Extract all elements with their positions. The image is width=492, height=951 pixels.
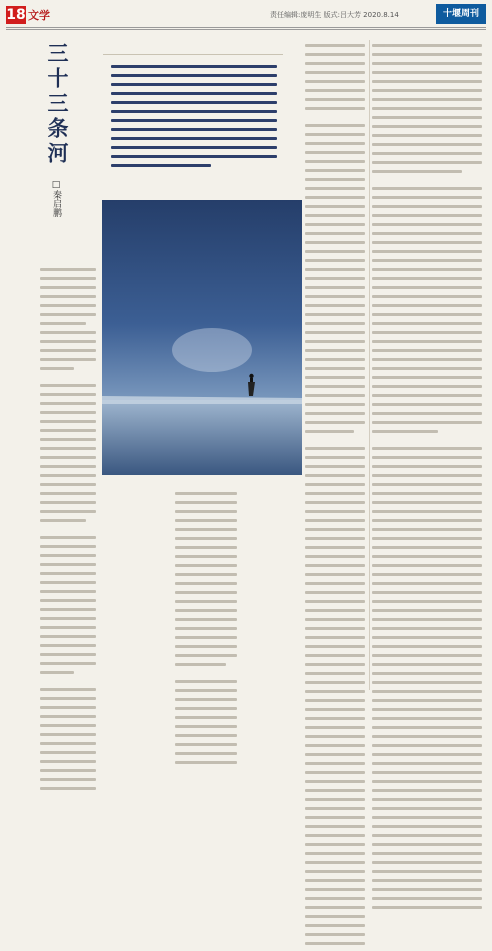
section-name: 文学 <box>28 9 50 22</box>
header-rule-2 <box>6 29 486 30</box>
landscape-illustration <box>102 200 302 475</box>
article-byline: □秦启鹏 <box>51 180 61 217</box>
text-column-1 <box>40 268 96 796</box>
text-column-3 <box>305 44 365 951</box>
editor-meta: 责任编辑:庞明生 版式:吕大芳 2020.8.14 <box>270 11 399 19</box>
text-column-2-lower <box>175 492 237 770</box>
brand-logo: 十堰周刊 <box>436 4 486 24</box>
lead-paragraph <box>103 54 283 165</box>
article-title: 三十三条河 <box>45 42 70 167</box>
page-number: 18 <box>6 7 26 23</box>
page-header <box>0 0 492 30</box>
header-rule <box>6 27 486 28</box>
text-column-4 <box>372 44 482 915</box>
column-divider <box>369 40 370 690</box>
